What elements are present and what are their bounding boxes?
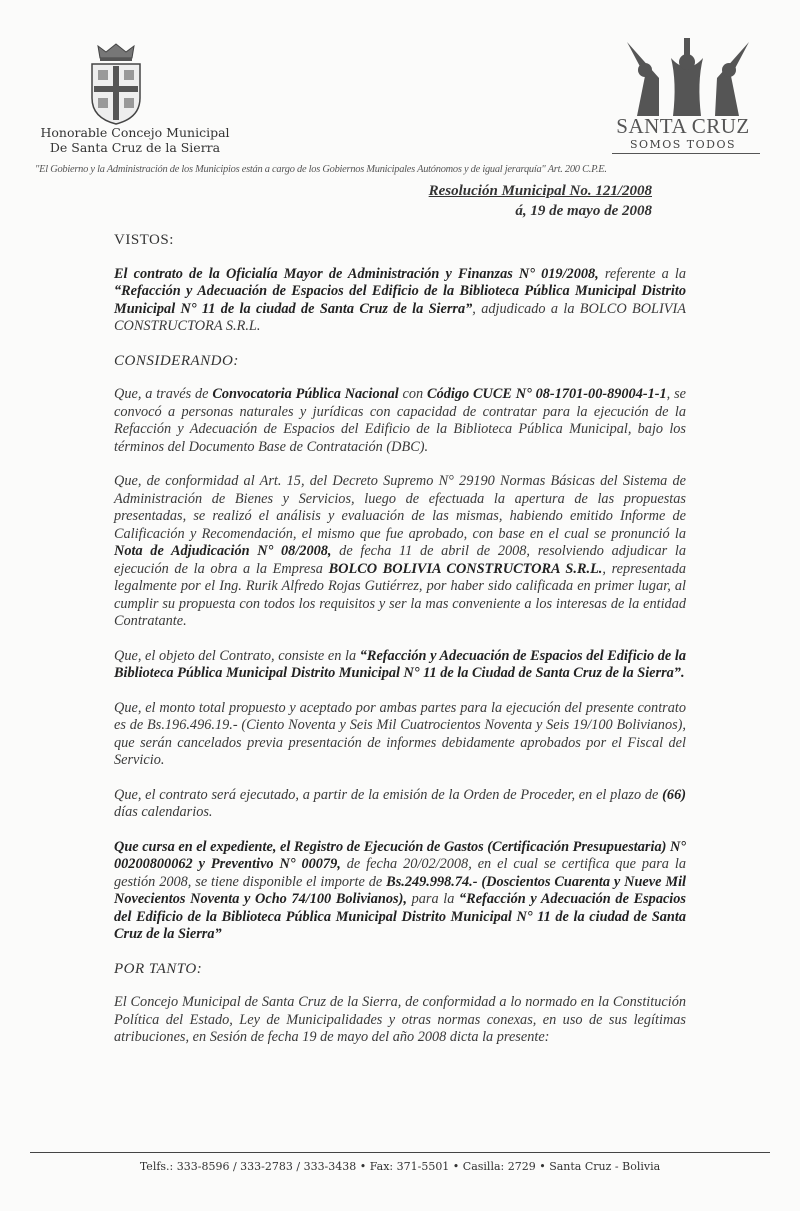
project-title: “Refacción y Adecuación de Espacios del Edificio de la Biblioteca Pública Municipal Distrito Municipal N° 11 de la ciudad de Santa Cruz de la Sierra” bbox=[114, 891, 686, 942]
text-span: , adjudicado a la BOLCO BOLIVIA CONSTRUCTORA S.R.L. bbox=[114, 300, 686, 334]
considerando-paragraph-2 bbox=[114, 473, 686, 631]
text-span: referente a la bbox=[598, 265, 686, 282]
project-title: “Refacción y Adecuación de Espacios del Edificio de la Biblioteca Pública Municipal Distrito Municipal N° 11 de la Ciudad de Santa Cruz de la Sierra”. bbox=[114, 647, 686, 681]
considerando-paragraph-6 bbox=[114, 839, 686, 944]
brand-underline bbox=[612, 153, 760, 154]
text-span: con bbox=[398, 386, 428, 402]
text-span: Que, a través de bbox=[114, 386, 213, 402]
brand-slogan: SOMOS TODOS bbox=[629, 138, 737, 151]
text-span: de fecha 11 de abril de 2008, resolviendo adjudicar la ejecución de la obra a la Empresa bbox=[114, 543, 686, 577]
text-span: para la bbox=[406, 891, 460, 907]
text-span: Que, el contrato será ejecutado, a partir de la emisión de la Orden de Proceder, en el plazo de bbox=[114, 786, 663, 803]
text-span: Que, el objeto del Contrato, consiste en la bbox=[114, 647, 360, 664]
coat-of-arms-logo bbox=[84, 42, 148, 126]
considerando-paragraph-3 bbox=[114, 648, 686, 683]
brand-name: SANTA CRUZ bbox=[616, 114, 750, 138]
santa-cruz-figures-logo bbox=[615, 36, 760, 118]
portanto-heading: POR TANTO: bbox=[114, 960, 203, 977]
considerando-heading: CONSIDERANDO: bbox=[114, 352, 239, 369]
council-name bbox=[30, 125, 240, 155]
text-span: , representada legalmente por el Ing. Rurik Alfredo Rojas Gutiérrez, por haber sido calificada en primer lugar, al cumplir su propuesta con todos los requisitos y ser la mas conveniente a los interesas de la entidad Contratante. bbox=[114, 560, 686, 629]
contract-reference: El contrato de la Oficialía Mayor de Administración y Finanzas N° 019/2008, bbox=[114, 265, 599, 282]
considerando-paragraph-1 bbox=[114, 386, 686, 456]
footer-contact: Telfs.: 333-8596 / 333-2783 / 333-3438 • Fax: 371-5501 • Casilla: 2729 • Santa Cruz - Bolivia bbox=[139, 1160, 661, 1173]
text-span: Que cursa en el expediente, el Registro de Ejecución de Gastos (Certificación Presupuestaria) N° 00200800062 y Preventivo N° 00079, bbox=[114, 838, 686, 872]
council-name-line2: De Santa Cruz de la Sierra bbox=[49, 140, 221, 155]
company-name: BOLCO BOLIVIA CONSTRUCTORA S.R.L. bbox=[328, 560, 603, 577]
term-days: (66) bbox=[662, 786, 686, 803]
constitutional-motto: "El Gobierno y la Administración de los Municipios están a cargo de los Gobiernos Municipales Autónomos y de igual jerarquía" Art. 200 C.P.E. bbox=[35, 164, 607, 175]
resolution-number: Resolución Municipal No. 121/2008 bbox=[428, 183, 652, 199]
text-span: Que, de conformidad al Art. 15, del Decreto Supremo N° 29190 Normas Básicas del Sistema de Administración de Bienes y Servicios, luego de efectuada la apertura de las propuestas presentadas, se realizó el análisis y evaluación de las mismas, habiendo emitido Informe de Calificación y Recomendación, el mismo que fue aprobado, con base en el cual se pronunció la bbox=[114, 473, 686, 542]
adjudication-note: Nota de Adjudicación N° 08/2008, bbox=[114, 543, 332, 559]
text-span: Convocatoria Pública Nacional bbox=[212, 386, 399, 402]
vistos-heading: VISTOS: bbox=[114, 232, 174, 248]
text-span: días calendarios. bbox=[114, 804, 213, 820]
text-span: , se convocó a personas naturales y jurídicas con capacidad de contratar para la ejecución de la Refacción y Adecuación de Espacios del Edificio de la Biblioteca Pública Municipal, bajo los términos del Documento Base de Contratación (DBC). bbox=[114, 386, 686, 455]
council-name-line1: Honorable Concejo Municipal bbox=[40, 125, 230, 140]
document-body bbox=[114, 232, 686, 1064]
vistos-paragraph bbox=[114, 266, 686, 336]
considerando-paragraph-5 bbox=[114, 787, 686, 822]
cuce-code: Código CUCE N° 08-1701-00-89004-1-1 bbox=[427, 386, 667, 402]
resolution-date: á, 19 de mayo de 2008 bbox=[515, 203, 652, 219]
project-title: “Refacción y Adecuación de Espacios del Edificio de la Biblioteca Pública Municipal Distrito Municipal N° 11 de la ciudad de Santa Cruz de la Sierra” bbox=[114, 283, 686, 317]
considerando-paragraph-4: Que, el monto total propuesto y aceptado por ambas partes para la ejecución del presente contrato es de Bs.196.496.19.- (Ciento Noventa y Seis Mil Cuatrocientos Noventa y Seis 19/100 Bolivianos), que serán cancelados previa presentación de informes debidamente aprobados por el Fiscal del Servicio. bbox=[114, 699, 686, 768]
footer-divider bbox=[30, 1152, 770, 1153]
text-span: de fecha 20/02/2008, en el cual se certifica que para la gestión 2008, se tiene disponible el importe de bbox=[114, 856, 686, 890]
budget-amount: Bs.249.998.74.- (Doscientos Cuarenta y Nueve Mil Novecientos Noventa y Ocho 74/100 Bolivianos), bbox=[114, 873, 687, 907]
portanto-paragraph: El Concejo Municipal de Santa Cruz de la Sierra, de conformidad a lo normado en la Constitución Política del Estado, Ley de Municipalidades y otras normas conexas, en uso de sus legítimas atribuciones, en Sesión de fecha 19 de mayo del año 2008 dicta la presente: bbox=[114, 994, 686, 1045]
